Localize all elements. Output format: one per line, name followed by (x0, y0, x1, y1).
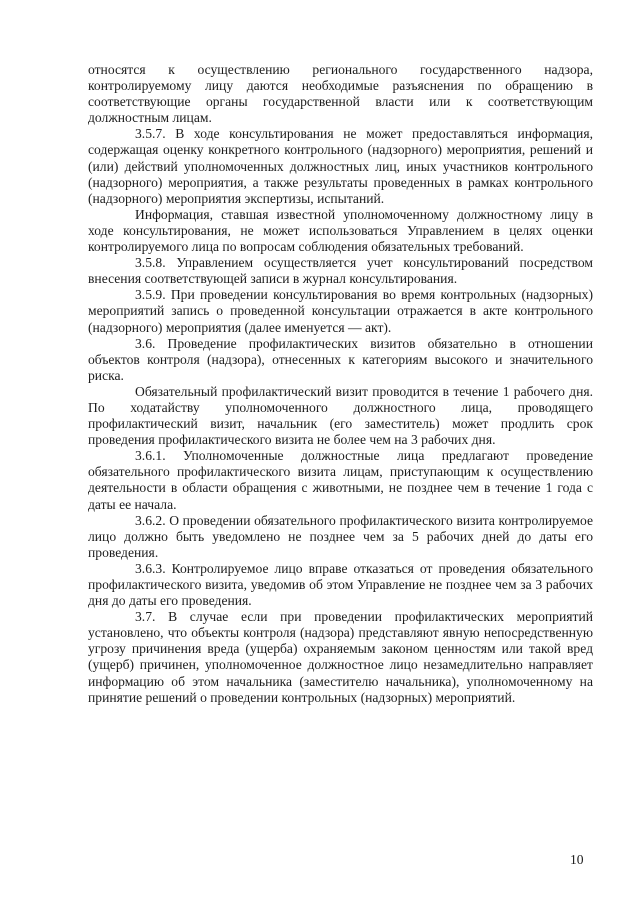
paragraph: Информация, ставшая известной уполномоченному должностному лицу в ходе консультирования, не может использоваться Управлением в целях оценки контролируемого лица по вопросам соблюдения обязательных требований. (88, 206, 593, 255)
paragraph: 3.5.9. При проведении консультирования во время контрольных (надзорных) мероприятий запись о проведенной консультации отражается в акте контрольного (надзорного) мероприятия (далее именуется — акт). (88, 287, 593, 335)
page-number: 10 (570, 852, 584, 867)
paragraph: 3.6. Проведение профилактических визитов обязательно в отношении объектов контроля (надзора), отнесенных к категориям высокого и значительного риска. (88, 335, 593, 383)
paragraph: относятся к осуществлению регионального государственного надзора, контролируемому лицу даются необходимые разъяснения по обращению в соответствующие органы государственной власти или к соответствующим должностным лицам. (88, 62, 593, 126)
document-body (88, 62, 593, 706)
paragraph: 3.6.1. Уполномоченные должностные лица предлагают проведение обязательного профилактического визита лицам, приступающим к осуществлению деятельности в области обращения с животными, не позднее чем в течение 1 года с даты ее начала. (88, 448, 593, 512)
paragraph: 3.6.3. Контролируемое лицо вправе отказаться от проведения обязательного профилактического визита, уведомив об этом Управление не позднее чем за 3 рабочих дня до даты его проведения. (88, 560, 593, 609)
paragraph: Обязательный профилактический визит проводится в течение 1 рабочего дня. По ходатайству уполномоченного должностного лица, проводящего профилактический визит, начальник (его заместитель) может продлить срок проведения профилактического визита не более чем на 3 рабочих дня. (88, 383, 593, 448)
paragraph: 3.5.8. Управлением осуществляется учет консультирований посредством внесения соответствующей записи в журнал консультирования. (88, 255, 593, 287)
paragraph: 3.7. В случае если при проведении профилактических мероприятий установлено, что объекты контроля (надзора) представляют явную непосредственную угрозу причинения вреда (ущерба) охраняемым законом ценностям или такой вред (ущерб) причинен, уполномоченное должностное лицо незамедлительно направляет информацию об этом начальника (заместителю начальника), уполномоченному на принятие решений о проведении контрольных (надзорных) мероприятий. (88, 609, 593, 705)
paragraph: 3.6.2. О проведении обязательного профилактического визита контролируемое лицо должно быть уведомлено не позднее чем за 5 рабочих дней до даты его проведения. (88, 512, 593, 560)
paragraph: 3.5.7. В ходе консультирования не может предоставляться информация, содержащая оценку конкретного контрольного (надзорного) мероприятия, решений и (или) действий уполномоченных должностных лиц, иных участников контрольного (надзорного) мероприятия, а также результаты проведенных в рамках контрольного (надзорного) мероприятия экспертизы, испытаний. (88, 126, 593, 206)
